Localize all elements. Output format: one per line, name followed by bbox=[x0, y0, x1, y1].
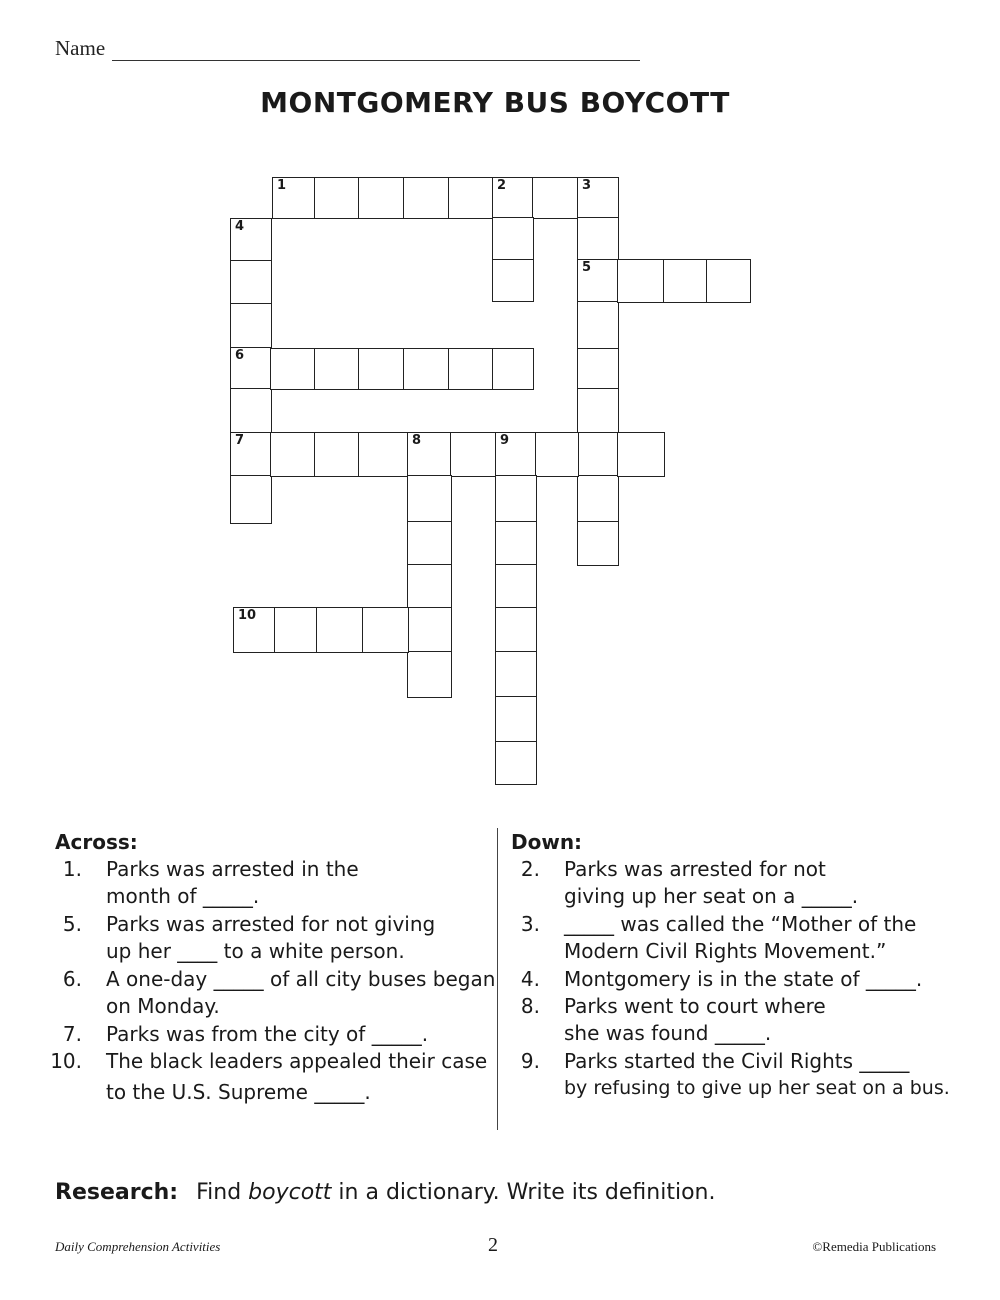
clue-num: 4. bbox=[520, 967, 540, 991]
crossword-cell[interactable] bbox=[492, 348, 534, 390]
crossword-cell[interactable] bbox=[230, 347, 272, 390]
clue-line: Parks was arrested for not bbox=[564, 857, 826, 881]
crossword-cell[interactable] bbox=[577, 348, 619, 390]
research-label: Research: bbox=[55, 1180, 179, 1205]
crossword-cell[interactable] bbox=[577, 521, 619, 566]
clue-line: Parks was arrested in the bbox=[106, 857, 359, 881]
clue-num: 10. bbox=[50, 1049, 82, 1073]
crossword-cell[interactable] bbox=[230, 303, 272, 349]
column-divider bbox=[497, 828, 498, 1130]
clue-number: 10 bbox=[238, 608, 257, 623]
crossword-cell[interactable] bbox=[495, 564, 537, 609]
footer-series: Daily Comprehension Activities bbox=[55, 1239, 221, 1254]
footer-publisher: ©Remedia Publications bbox=[812, 1239, 936, 1254]
crossword-cell[interactable] bbox=[314, 177, 360, 219]
crossword-cell[interactable] bbox=[272, 177, 316, 219]
crossword-cell[interactable] bbox=[270, 348, 316, 390]
clue-number: 5 bbox=[582, 260, 592, 275]
crossword-cell[interactable] bbox=[495, 607, 537, 653]
crossword-cell[interactable] bbox=[495, 521, 537, 566]
clue-line: Parks was from the city of _____. bbox=[106, 1022, 429, 1046]
crossword-cell[interactable] bbox=[577, 475, 619, 523]
clue-num: 8. bbox=[520, 994, 540, 1018]
clue-num: 9. bbox=[520, 1049, 540, 1073]
clue-number: 1 bbox=[277, 178, 287, 193]
clue-line: Parks went to court where bbox=[564, 994, 826, 1018]
crossword-cell[interactable] bbox=[314, 348, 360, 390]
crossword-cell[interactable] bbox=[577, 177, 619, 219]
clue-line: The black leaders appealed their case bbox=[106, 1049, 488, 1073]
clue-line: to the U.S. Supreme _____. bbox=[106, 1080, 371, 1104]
clue-num: 6. bbox=[62, 967, 82, 991]
crossword-cell[interactable] bbox=[495, 475, 537, 523]
clue-number: 4 bbox=[235, 219, 245, 234]
clue-number: 7 bbox=[235, 433, 245, 448]
clue-line: _____ was called the “Mother of the bbox=[564, 912, 917, 936]
name-label: Name bbox=[55, 36, 106, 60]
crossword-cell[interactable] bbox=[314, 432, 360, 477]
crossword-cell[interactable] bbox=[230, 218, 272, 262]
clue-num: 2. bbox=[520, 857, 540, 881]
crossword-cell[interactable] bbox=[492, 259, 534, 302]
crossword-cell[interactable] bbox=[495, 651, 537, 698]
clue-number: 2 bbox=[497, 178, 507, 193]
clue-line: on Monday. bbox=[106, 994, 220, 1018]
crossword-cell[interactable] bbox=[495, 696, 537, 743]
crossword-cell[interactable] bbox=[230, 260, 272, 305]
clue-num: 1. bbox=[62, 857, 82, 881]
crossword-cell[interactable] bbox=[407, 607, 452, 653]
research-word: boycott bbox=[248, 1180, 332, 1205]
crossword-cell[interactable] bbox=[274, 607, 318, 653]
clue-number: 3 bbox=[582, 178, 592, 193]
clue-num: 5. bbox=[62, 912, 82, 936]
crossword-cell[interactable] bbox=[230, 475, 272, 524]
clue-line: up her ____ to a white person. bbox=[106, 939, 405, 963]
clue-num: 3. bbox=[520, 912, 540, 936]
crossword-cell[interactable] bbox=[532, 177, 579, 219]
clue-line: Parks was arrested for not giving bbox=[106, 912, 436, 936]
clue-line: Montgomery is in the state of _____. bbox=[564, 967, 923, 991]
crossword-cell[interactable] bbox=[617, 259, 665, 303]
crossword-cell[interactable] bbox=[407, 521, 452, 566]
crossword-cell[interactable] bbox=[448, 177, 494, 219]
clue-num: 7. bbox=[62, 1022, 82, 1046]
crossword-cell[interactable] bbox=[492, 177, 534, 219]
crossword-cell[interactable] bbox=[233, 607, 276, 653]
page-title: MONTGOMERY BUS BOYCOTT bbox=[260, 86, 730, 119]
crossword-cell[interactable] bbox=[358, 348, 405, 390]
crossword-cell[interactable] bbox=[577, 301, 619, 350]
clue-line: giving up her seat on a _____. bbox=[564, 884, 859, 908]
crossword-cell[interactable] bbox=[358, 432, 409, 477]
clue-line: month of _____. bbox=[106, 884, 260, 908]
crossword-cell[interactable] bbox=[407, 432, 452, 477]
crossword-cell[interactable] bbox=[617, 432, 665, 477]
crossword-cell[interactable] bbox=[492, 217, 534, 261]
across-heading: Across: bbox=[55, 830, 138, 854]
clue-number: 9 bbox=[500, 433, 510, 448]
crossword-cell[interactable] bbox=[403, 348, 450, 390]
crossword-cell[interactable] bbox=[403, 177, 450, 219]
clue-number: 6 bbox=[235, 348, 245, 363]
crossword-cell[interactable] bbox=[495, 432, 537, 477]
crossword-cell[interactable] bbox=[407, 564, 452, 609]
research-prompt bbox=[55, 1180, 715, 1205]
crossword-cell[interactable] bbox=[316, 607, 364, 653]
clue-line: she was found _____. bbox=[564, 1021, 772, 1045]
crossword-cell[interactable] bbox=[450, 432, 497, 477]
clue-line: by refusing to give up her seat on a bus. bbox=[564, 1077, 950, 1099]
clue-line: Modern Civil Rights Movement.” bbox=[564, 939, 887, 963]
crossword-cell[interactable] bbox=[577, 388, 619, 434]
research-text-pre: Find bbox=[196, 1180, 249, 1205]
crossword-cell[interactable] bbox=[577, 432, 619, 477]
down-heading: Down: bbox=[511, 830, 583, 854]
crossword-cell[interactable] bbox=[577, 217, 619, 261]
crossword-cell[interactable] bbox=[230, 432, 272, 477]
crossword-cell[interactable] bbox=[448, 348, 494, 390]
crossword-cell[interactable] bbox=[577, 259, 619, 303]
crossword-cell[interactable] bbox=[230, 388, 272, 434]
crossword-cell[interactable] bbox=[535, 432, 579, 477]
research-text-post: in a dictionary. Write its definition. bbox=[331, 1180, 716, 1205]
clue-line: A one-day _____ of all city buses began bbox=[106, 967, 496, 991]
crossword-cell[interactable] bbox=[362, 607, 409, 653]
crossword-cell[interactable] bbox=[706, 259, 751, 303]
crossword-cell[interactable] bbox=[270, 432, 316, 477]
page-number: 2 bbox=[488, 1234, 498, 1256]
crossword-cell[interactable] bbox=[407, 475, 452, 523]
crossword-cell[interactable] bbox=[663, 259, 708, 303]
crossword-cell[interactable] bbox=[407, 651, 452, 698]
crossword-cell[interactable] bbox=[358, 177, 405, 219]
clue-line: Parks started the Civil Rights _____ bbox=[564, 1049, 910, 1073]
crossword-cell[interactable] bbox=[495, 741, 537, 785]
clue-number: 8 bbox=[412, 433, 422, 448]
